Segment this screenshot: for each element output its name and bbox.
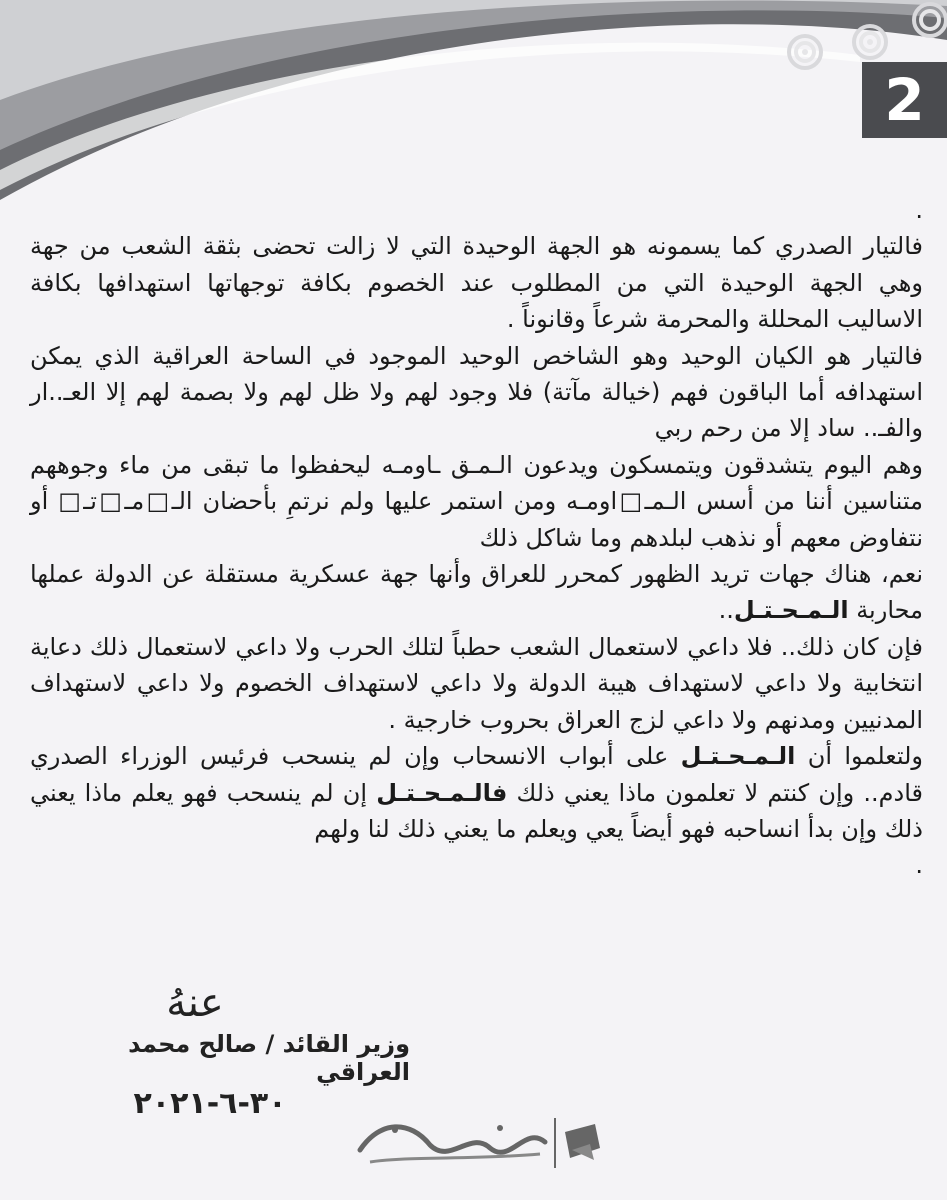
paragraph-6-after: على أبواب الانسحاب وإن لم ينسحب فرئيس الوزراء الصدري قادم.. وإن كنتم لا تعلمون ماذا يعني ذلك bbox=[30, 742, 923, 807]
paragraph-5: فإن كان ذلك.. فلا داعي لاستعمال الشعب حطباً لتلك الحرب ولا داعي لاستعمال ذلك دعاية انتخابية ولا داعي لاستهداف هيبة الدولة ولا داعي لاستهداف الخصوم ولا داعي لاستهداف المدنيين ومدنهم ولا داعي لزج العراق بحروب خارجية . bbox=[30, 632, 923, 734]
paragraph-6-text: ولتعلموا أن bbox=[795, 742, 923, 771]
signature-logo bbox=[350, 1110, 610, 1174]
letter-date: ٣٠-٦-٢٠٢١ bbox=[133, 1086, 287, 1121]
signature-word: عنهُ bbox=[166, 980, 224, 1026]
letter-body bbox=[30, 192, 923, 884]
concentric-circles-decoration bbox=[0, 0, 947, 120]
page-number-badge: 2 bbox=[862, 62, 947, 138]
paragraph-4-after: .. bbox=[718, 596, 734, 625]
paragraph-4-highlight: الـمـحـتـل bbox=[733, 596, 849, 625]
paragraph-0: . bbox=[915, 196, 923, 224]
paragraph-2: فالتيار هو الكيان الوحيد وهو الشاخص الوحيد الموجود في الساحة العراقية الذي يمكن استهدافه أما الباقون فهم (خيالة مآتة) فلا وجود لهم ولا ظل لهم ولا بصمة لهم إلا العـ..ار والفـ.. ساد إلا من رحم ربي bbox=[30, 341, 923, 443]
paragraph-6-highlight-2: فالـمـحـتـل bbox=[376, 778, 508, 807]
paragraph-6-after-2: إن لم ينسحب فهو يعلم ماذا يعني ذلك وإن بدأ انساحبه فهو أيضاً يعي ويعلم ما يعني ذلك لنا ولهم bbox=[30, 778, 923, 843]
paragraph-6 bbox=[30, 738, 923, 847]
paragraph-4 bbox=[30, 556, 923, 629]
paragraph-6-highlight: الـمـحـتـل bbox=[680, 742, 796, 771]
paragraph-7: . bbox=[915, 851, 923, 880]
paragraph-1: فالتيار الصدري كما يسمونه هو الجهة الوحيدة التي لا زالت تحضى بثقة الشعب من جهة وهي الجهة الوحيدة التي من المطلوب عند الخصوم بكافة توجهاتها استهدافها بكافة الاساليب المحللة والمحرمة شرعاً وقانوناً . bbox=[30, 232, 923, 334]
paragraph-4-text: نعم، هناك جهات تريد الظهور كمحرر للعراق وأنها جهة عسكرية مستقلة عن الدولة عملها محاربة bbox=[30, 560, 923, 625]
paragraph-3: وهم اليوم يتشدقون ويتمسكون ويدعون الـمـق ـاومـه ليحفظوا ما تبقى من ماء وجوههم متناسين أننا من أسس الـمـ□اومـه ومن استمر عليها ولم نرتمِ بأحضان الـ□مـ□تـ□ أو نتفاوض معهم أو نذهب لبلدهم وما شاكل ذلك bbox=[30, 450, 923, 552]
signer-name: وزير القائد / صالح محمد العراقي bbox=[128, 1030, 410, 1086]
